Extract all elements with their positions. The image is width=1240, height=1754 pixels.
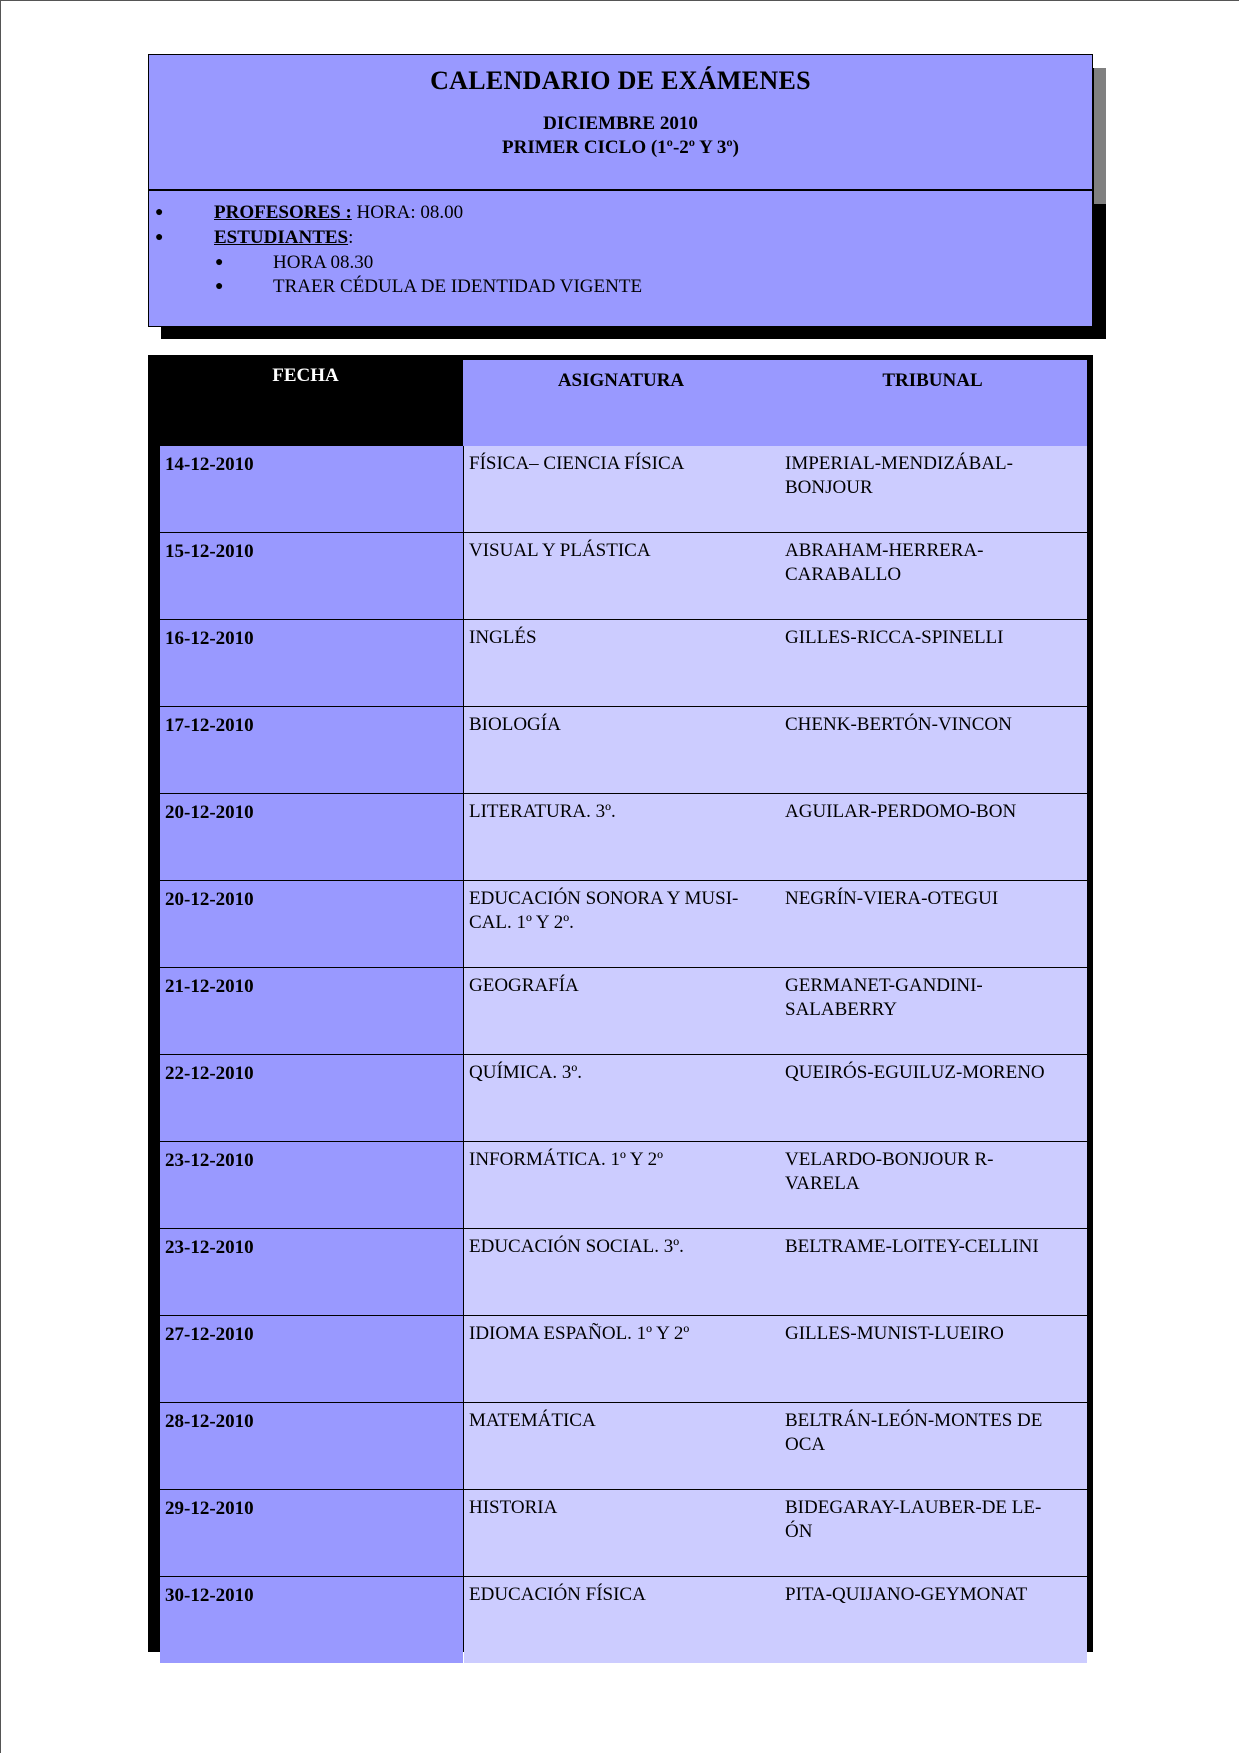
cell-asignatura [464, 1055, 780, 1141]
tribunal-line: VARELA [785, 1173, 860, 1194]
header-cycle: PRIMER CICLO (1º-2º Y 3º) [502, 137, 739, 158]
table-row [160, 881, 1087, 968]
asignatura-line: HISTORIA [469, 1497, 558, 1518]
asignatura-line: VISUAL Y PLÁSTICA [469, 540, 651, 561]
table-row [160, 620, 1087, 707]
header-title-area [149, 55, 1092, 191]
cell-fecha: 16-12-2010 [160, 620, 463, 706]
cell-tribunal [780, 446, 1087, 532]
asignatura-line: LITERATURA. 3º. [469, 801, 616, 822]
table-row [160, 1229, 1087, 1316]
cell-tribunal [780, 620, 1087, 706]
header-shadow-edge [1094, 68, 1106, 204]
tribunal-line: VELARDO-BONJOUR R- [785, 1149, 994, 1170]
asignatura-line: INGLÉS [469, 627, 537, 648]
tribunal-line: PITA-QUIJANO-GEYMONAT [785, 1584, 1028, 1605]
cell-asignatura [464, 533, 780, 619]
tribunal-line: ÓN [785, 1521, 813, 1542]
table-row [160, 707, 1087, 794]
tribunal-line: BELTRAME-LOITEY-CELLINI [785, 1236, 1039, 1257]
cell-fecha: 23-12-2010 [160, 1142, 463, 1228]
cell-fecha: 14-12-2010 [160, 446, 463, 532]
tribunal-line: CARABALLO [785, 564, 902, 585]
asignatura-line: EDUCACIÓN SONORA Y MUSI- [469, 888, 739, 909]
page-title: CALENDARIO DE EXÁMENES [430, 66, 811, 95]
cell-asignatura [464, 794, 780, 880]
column-header-fecha: FECHA [272, 365, 339, 386]
cell-tribunal [780, 794, 1087, 880]
cell-asignatura [464, 1316, 780, 1402]
cell-fecha: 30-12-2010 [160, 1577, 463, 1663]
table-row [160, 1316, 1087, 1403]
bullet-icon: ● [155, 230, 164, 245]
asignatura-line: IDIOMA ESPAÑOL. 1º Y 2º [469, 1323, 690, 1344]
asignatura-line: MATEMÁTICA [469, 1410, 596, 1431]
cell-tribunal [780, 1055, 1087, 1141]
cell-tribunal [780, 968, 1087, 1054]
profesores-label: PROFESORES : [214, 202, 352, 223]
list-item-hora: HORA 08.30 [273, 252, 374, 273]
header-box [148, 54, 1093, 327]
cell-asignatura [464, 1490, 780, 1576]
cell-fecha: 15-12-2010 [160, 533, 463, 619]
cell-fecha: 20-12-2010 [160, 881, 463, 967]
tribunal-line: BONJOUR [785, 477, 873, 498]
tribunal-line: SALABERRY [785, 999, 897, 1020]
asignatura-line: QUÍMICA. 3º. [469, 1062, 583, 1083]
tribunal-line: GILLES-RICCA-SPINELLI [785, 627, 1004, 648]
cell-fecha: 27-12-2010 [160, 1316, 463, 1402]
asignatura-line: CAL. 1º Y 2º. [469, 912, 574, 933]
bullet-icon: ● [155, 205, 164, 220]
tribunal-line: ABRAHAM-HERRERA- [785, 540, 984, 561]
table-row [160, 1142, 1087, 1229]
cell-tribunal [780, 707, 1087, 793]
cell-tribunal [780, 881, 1087, 967]
list-item-cedula: TRAER CÉDULA DE IDENTIDAD VIGENTE [273, 276, 643, 297]
cell-asignatura [464, 1577, 780, 1663]
cell-asignatura [464, 707, 780, 793]
column-header-asignatura: ASIGNATURA [557, 370, 685, 391]
table-row [160, 1577, 1087, 1664]
asignatura-line: FÍSICA– CIENCIA FÍSICA [469, 453, 685, 474]
cell-asignatura [464, 968, 780, 1054]
table-row [160, 1490, 1087, 1577]
cell-fecha: 22-12-2010 [160, 1055, 463, 1141]
tribunal-line: GILLES-MUNIST-LUEIRO [785, 1323, 1004, 1344]
table-row [160, 968, 1087, 1055]
table-row [160, 1055, 1087, 1142]
cell-tribunal [780, 1490, 1087, 1576]
asignatura-line: BIOLOGÍA [469, 714, 561, 735]
cell-fecha: 29-12-2010 [160, 1490, 463, 1576]
tribunal-line: BELTRÁN-LEÓN-MONTES DE [785, 1410, 1043, 1431]
tribunal-line: AGUILAR-PERDOMO-BON [785, 801, 1017, 822]
bullet-icon: ● [215, 255, 224, 270]
table-row [160, 446, 1087, 533]
cell-asignatura [464, 446, 780, 532]
table-row [160, 1403, 1087, 1490]
cell-tribunal [780, 1577, 1087, 1663]
cell-tribunal [780, 533, 1087, 619]
column-header-tribunal: TRIBUNAL [882, 370, 983, 391]
cell-fecha: 21-12-2010 [160, 968, 463, 1054]
table-row [160, 533, 1087, 620]
cell-fecha: 17-12-2010 [160, 707, 463, 793]
cell-asignatura [464, 620, 780, 706]
cell-fecha: 23-12-2010 [160, 1229, 463, 1315]
header-month: DICIEMBRE 2010 [543, 113, 698, 134]
tribunal-line: GERMANET-GANDINI- [785, 975, 983, 996]
tribunal-line: IMPERIAL-MENDIZÁBAL- [785, 453, 1013, 474]
tribunal-line: BIDEGARAY-LAUBER-DE LE- [785, 1497, 1042, 1518]
tribunal-line: CHENK-BERTÓN-VINCON [785, 714, 1012, 735]
cell-asignatura [464, 881, 780, 967]
cell-asignatura [464, 1229, 780, 1315]
list-item-profesores [214, 201, 463, 225]
asignatura-line: EDUCACIÓN FÍSICA [469, 1584, 646, 1605]
estudiantes-label: ESTUDIANTES [214, 227, 349, 248]
asignatura-line: GEOGRAFÍA [469, 975, 579, 996]
estudiantes-colon: : [348, 227, 354, 248]
cell-tribunal [780, 1229, 1087, 1315]
cell-fecha: 20-12-2010 [160, 794, 463, 880]
column-header-band [463, 360, 1087, 446]
asignatura-line: EDUCACIÓN SOCIAL. 3º. [469, 1236, 684, 1257]
asignatura-line: INFORMÁTICA. 1º Y 2º [469, 1149, 664, 1170]
tribunal-line: QUEIRÓS-EGUILUZ-MORENO [785, 1062, 1045, 1083]
cell-asignatura [464, 1403, 780, 1489]
bullet-icon: ● [215, 279, 224, 294]
profesores-hora: HORA: 08.00 [351, 202, 464, 223]
cell-asignatura [464, 1142, 780, 1228]
cell-tribunal [780, 1142, 1087, 1228]
list-item-estudiantes [214, 226, 353, 250]
tribunal-line: OCA [785, 1434, 826, 1455]
cell-tribunal [780, 1403, 1087, 1489]
table-row [160, 794, 1087, 881]
cell-fecha: 28-12-2010 [160, 1403, 463, 1489]
exam-table [148, 355, 1093, 1652]
cell-tribunal [780, 1316, 1087, 1402]
tribunal-line: NEGRÍN-VIERA-OTEGUI [785, 888, 999, 909]
